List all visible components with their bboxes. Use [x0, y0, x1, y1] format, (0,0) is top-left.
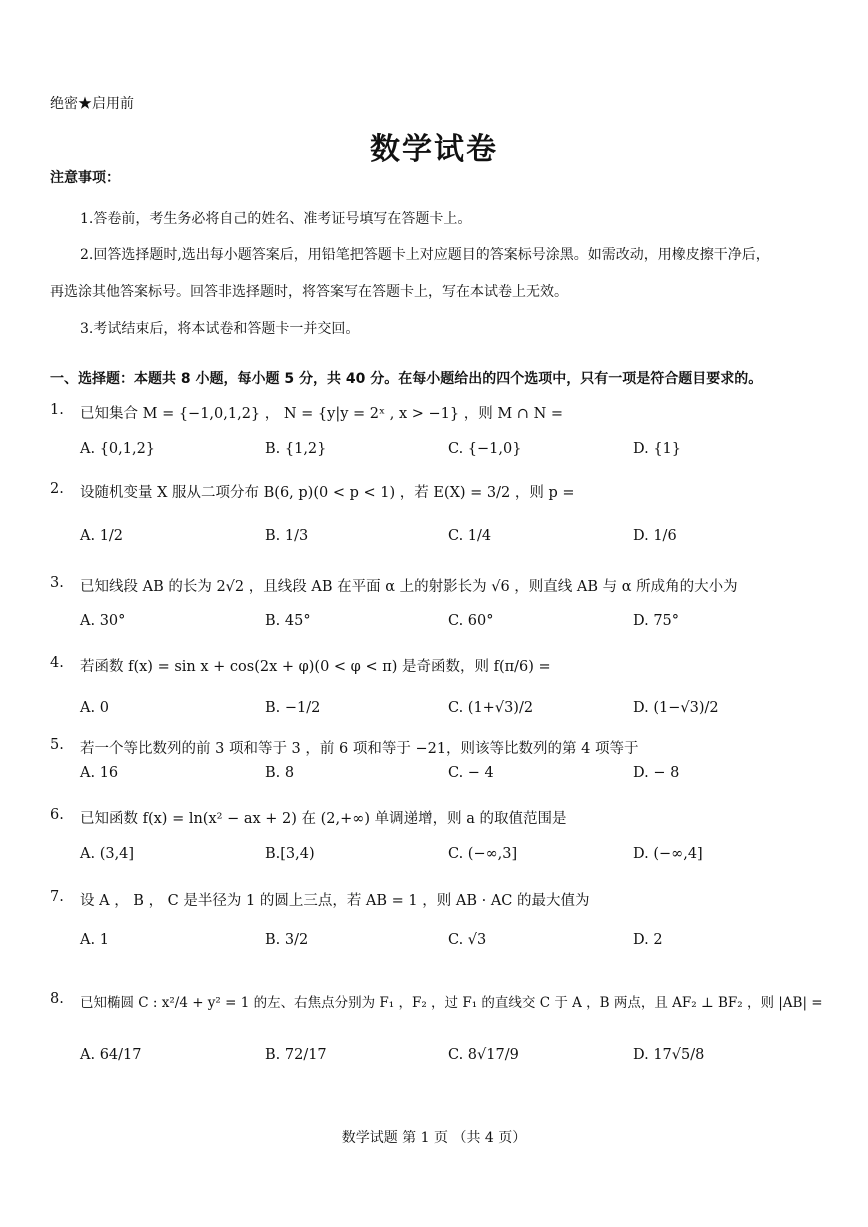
option-c: C. (1+√3)/2	[448, 700, 534, 716]
option-d: D. 17√5/8	[633, 1047, 705, 1063]
question-number: 4.	[50, 655, 64, 671]
question-text: 设随机变量 X 服从二项分布 B(6, p)(0 < p < 1) ，若 E(X) = 3/2 ，则 p =	[80, 485, 575, 501]
question-text: 已知椭圆 C : x²/4 + y² = 1 的左、右焦点分别为 F₁ ，F₂ ，过 F₁ 的直线交 C 于 A ，B 两点，且 AF₂ ⊥ BF₂ ，则 |AB| =	[80, 995, 823, 1011]
option-c: C. {−1,0}	[448, 441, 522, 457]
question-text: 若函数 f(x) = sin x + cos(2x + φ)(0 < φ < π) 是奇函数，则 f(π/6) =	[80, 659, 551, 675]
option-a: A. (3,4]	[80, 846, 135, 862]
question-text: 若一个等比数列的前 3 项和等于 3 ，前 6 项和等于 −21，则该等比数列的第 4 项等于	[80, 741, 639, 757]
notice-item-3: 3.考试结束后，将本试卷和答题卡一并交回。	[80, 321, 360, 337]
page-footer: 数学试题 第 1 页 （共 4 页）	[341, 1130, 527, 1146]
option-b: B. 72/17	[265, 1047, 327, 1063]
option-d: D. − 8	[633, 765, 680, 781]
option-a: A. 1	[80, 932, 109, 948]
option-a: A. 0	[80, 700, 109, 716]
option-b: B. 8	[265, 765, 295, 781]
option-b: B. 45°	[265, 613, 311, 629]
question-text: 设 A ， B ， C 是半径为 1 的圆上三点，若 AB = 1 ，则 AB · AC 的最大值为	[80, 893, 590, 909]
option-a: A. 1/2	[80, 528, 124, 544]
question-text: 已知线段 AB 的长为 2√2 ，且线段 AB 在平面 α 上的射影长为 √6 ，则直线 AB 与 α 所成角的大小为	[80, 579, 738, 595]
question-text: 已知集合 M = {−1,0,1,2} ， N = {y|y = 2ˣ , x > −1} ，则 M ∩ N =	[80, 406, 564, 422]
option-c: C. 60°	[448, 613, 494, 629]
option-c: C. 8√17/9	[448, 1047, 519, 1063]
option-a: A. 30°	[80, 613, 126, 629]
question-text: 已知函数 f(x) = ln(x² − ax + 2) 在 (2,+∞) 单调递增，则 a 的取值范围是	[80, 811, 567, 827]
option-d: D. 75°	[633, 613, 680, 629]
question-number: 8.	[50, 991, 64, 1007]
notice-heading: 注意事项：	[50, 170, 120, 186]
option-b: B. −1/2	[265, 700, 321, 716]
question-number: 7.	[50, 889, 64, 905]
question-number: 5.	[50, 737, 64, 753]
section-heading: 一、选择题：本题共 8 小题，每小题 5 分，共 40 分。在每小题给出的四个选项中，只有一项是符合题目要求的。	[50, 371, 763, 387]
option-a: A. {0,1,2}	[80, 441, 156, 457]
option-b: B.[3,4)	[265, 846, 315, 862]
option-a: A. 16	[80, 765, 119, 781]
option-c: C. √3	[448, 932, 487, 948]
option-d: D. {1}	[633, 441, 682, 457]
option-b: B. {1,2}	[265, 441, 327, 457]
notice-item-2: 2.回答选择题时,选出每小题答案后，用铅笔把答题卡上对应题目的答案标号涂黑。如需改动，用橡皮擦干净后，	[80, 247, 770, 263]
question-number: 6.	[50, 807, 64, 823]
confidential-mark: 绝密★启用前	[50, 96, 134, 112]
question-number: 1.	[50, 402, 64, 418]
option-b: B. 3/2	[265, 932, 309, 948]
notice-item-1: 1.答卷前，考生务必将自己的姓名、准考证号填写在答题卡上。	[80, 211, 472, 227]
notice-item-2-cont: 再选涂其他答案标号。回答非选择题时，将答案写在答题卡上，写在本试卷上无效。	[50, 284, 568, 300]
option-a: A. 64/17	[80, 1047, 142, 1063]
option-d: D. (1−√3)/2	[633, 700, 719, 716]
option-d: D. 1/6	[633, 528, 677, 544]
option-d: D. 2	[633, 932, 663, 948]
question-number: 2.	[50, 481, 64, 497]
option-b: B. 1/3	[265, 528, 309, 544]
question-number: 3.	[50, 575, 64, 591]
option-c: C. 1/4	[448, 528, 492, 544]
option-c: C. − 4	[448, 765, 494, 781]
page-title: 数学试卷	[370, 132, 498, 167]
option-c: C. (−∞,3]	[448, 846, 518, 862]
option-d: D. (−∞,4]	[633, 846, 703, 862]
